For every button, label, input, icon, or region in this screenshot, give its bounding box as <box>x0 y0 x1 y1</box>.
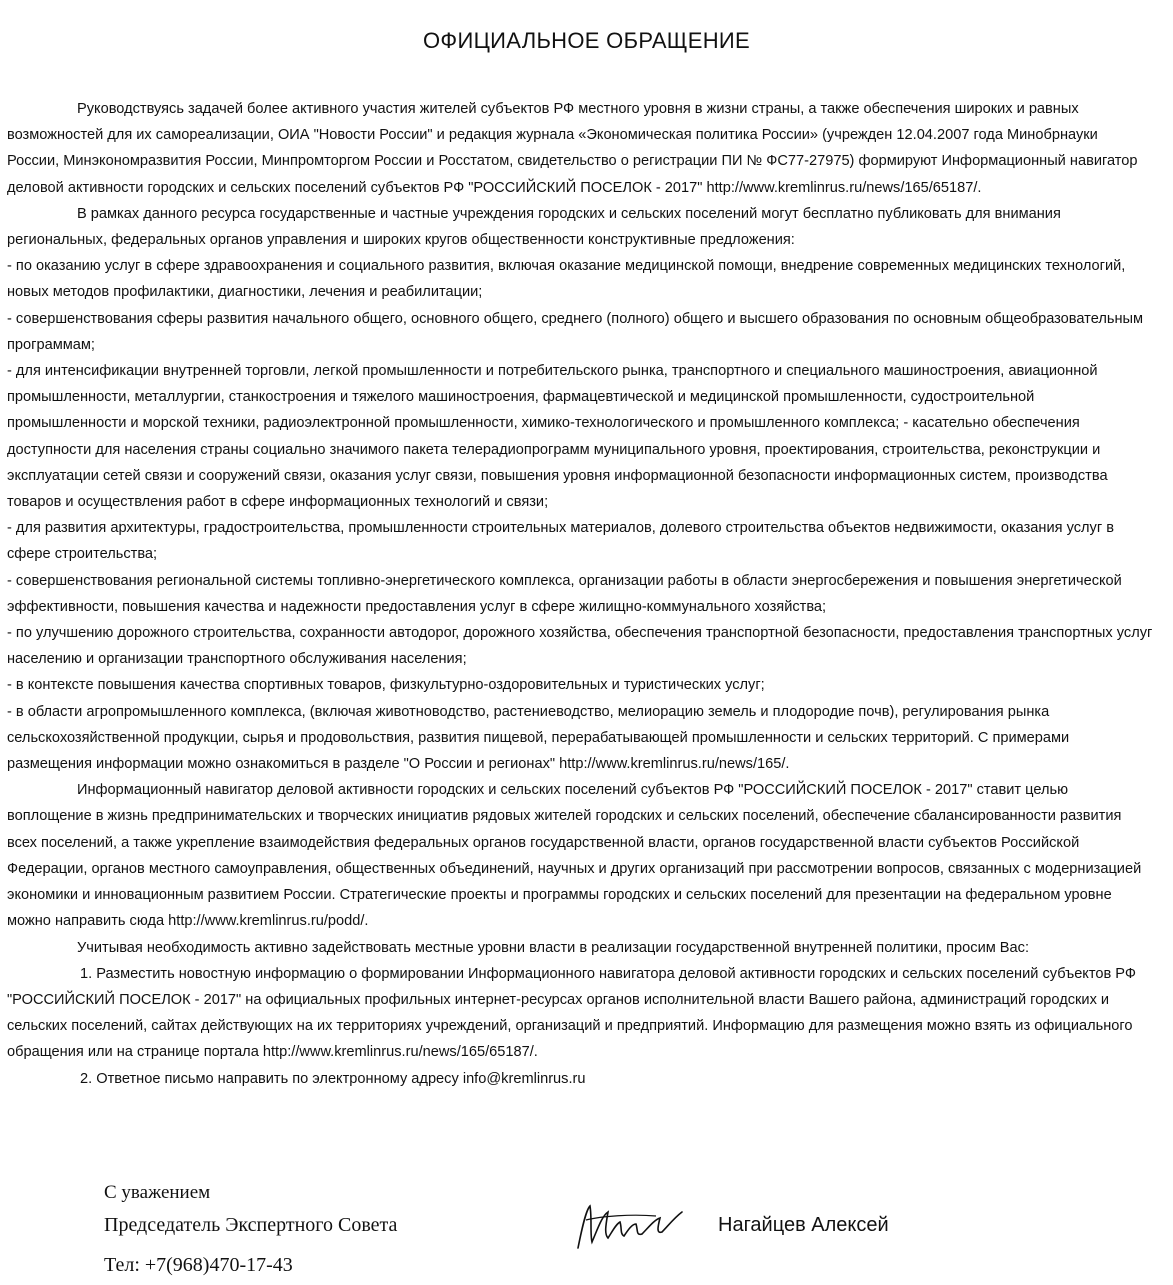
document-title: ОФИЦИАЛЬНОЕ ОБРАЩЕНИЕ <box>423 28 750 53</box>
bullet-education: - совершенствования сферы развития начального общего, основного общего, среднего (полного) общего и высшего образования по основным общеобразовательным программам; <box>7 310 1144 353</box>
signature-closing: С уважением <box>104 1182 211 1203</box>
signature-block <box>0 1160 1173 1285</box>
paragraph-navigator: Информационный навигатор деловой активности городских и сельских поселений субъектов РФ "РОССИЙСКИЙ ПОСЕЛОК - 2017" ставит целью воплощение в жизнь предпринимательских и творческих инициатив рядовых жителей городских и сельских поселений, обеспечение сбалансированности развития всех поселений, а также укрепление взаимодействия федеральных органов государственной власти, органов государственной власти субъектов Российской Федерации, органов местного самоуправления, общественных объединений, научных и других организаций при рассмотрении вопросов, связанных с модернизацией экономики и инновационным развитием России. Стратегические проекты и программы городских и сельских поселений для презентации на федеральном уровне можно направить сюда http://www.kremlinrus.ru/podd/. <box>7 782 1142 930</box>
paragraph-resource: В рамках данного ресурса государственные и частные учреждения городских и сельских поселений могут бесплатно публиковать для внимания региональных, федеральных органов управления и широких кругов общественности конструктивные предложения: <box>7 205 1061 249</box>
handwritten-signature <box>572 1198 690 1256</box>
paragraph-request: Учитывая необходимость активно задействовать местные уровни власти в реализации государственной внутренней политики, просим Вас: <box>77 939 1030 956</box>
bullet-roads: - по улучшению дорожного строительства, сохранности автодорог, дорожного хозяйства, обеспечения транспортной безопасности, предоставления транспортных услуг населению и организации транспортного обслуживания населения; <box>7 625 1153 668</box>
signature-name: Нагайцев Алексей <box>718 1214 889 1236</box>
bullet-industry: - для интенсификации внутренней торговли, легкой промышленности и потребительского рынка, транспортного и специального машиностроения, авиационной промышленности, металлургии, станкостроения и тяжелого машиностроения, фармацевтической и медицинской промышленности, судостроительной промышленности и морской техники, радиоэлектронной промышленности, химико-технологического и промышленного комплекса; - касательно обеспечения доступности для населения страны социально значимого пакета телерадиопрограмм муниципального уровня, проектирования, строительства, реконструкции и эксплуатации сетей связи и сооружений связи, оказания услуг связи, повышения уровня информационной безопасности информационных систем, производства товаров и осуществления работ в сфере информационных технологий и связи; <box>7 363 1108 511</box>
bullet-energy: - совершенствования региональной системы топливно-энергетического комплекса, организации работы в области энергосбережения и повышения энергетической эффективности, повышения качества и надежности предоставления услуг в сфере жилищно-коммунального хозяйства; <box>7 572 1122 615</box>
paragraph-intro: Руководствуясь задачей более активного участия жителей субъектов РФ местного уровня в жизни страны, а также обеспечения широких и равных возможностей для их самореализации, ОИА "Новости России" и редакция журнала «Экономическая политика России» (учрежден 12.04.2007 года Минобрнауки России, Минэкономразвития России, Минпромторгом России и Росстатом, свидетельство о регистрации ПИ № ФС77-27975) формируют Информационный навигатор деловой активности городских и сельских поселений субъектов РФ "РОССИЙСКИЙ ПОСЕЛОК - 2017" http://www.kremlinrus.ru/news/165/65187/. <box>7 101 1138 196</box>
bullet-construction: - для развития архитектуры, градостроительства, промышленности строительных материалов, долевого строительства объектов недвижимости, оказания услуг в сфере строительства; <box>7 520 1114 563</box>
bullet-agriculture: - в области агропромышленного комплекса, (включая животноводство, растениеводство, мелиорацию земель и плодородие почв), регулирования рынка сельскохозяйственной продукции, сырья и продовольствия, развития пищевой, перерабатывающей промышленности и сельских территорий. С примерами размещения информации можно ознакомиться в разделе "О России и регионах" http://www.kremlinrus.ru/news/165/. <box>7 703 1070 773</box>
bullet-healthcare: - по оказанию услуг в сфере здравоохранения и социального развития, включая оказание медицинской помощи, внедрение современных медицинских технологий, новых методов профилактики, диагностики, лечения и реабилитации; <box>7 258 1126 301</box>
document-body <box>7 96 1153 1092</box>
bullet-sports: - в контексте повышения качества спортивных товаров, физкультурно-оздоровительных и туристических услуг; <box>7 677 765 694</box>
signature-position: Председатель Экспертного Совета <box>104 1214 398 1236</box>
signature-phone: Тел: +7(968)470-17-43 <box>104 1254 293 1276</box>
numbered-item-1: 1. Разместить новостную информацию о формировании Информационного навигатора деловой активности городских и сельских поселений субъектов РФ "РОССИЙСКИЙ ПОСЕЛОК - 2017" на официальных профильных интернет-ресурсах органов исполнительной власти Вашего района, администраций городских и сельских поселений, сайтах действующих на их территориях учреждений, организаций и предприятий. Информацию для размещения можно взять из официального обращения или на странице портала http://www.kremlinrus.ru/news/165/65187/. <box>7 965 1136 1061</box>
numbered-item-2: 2. Ответное письмо направить по электронному адресу info@kremlinrus.ru <box>80 1070 586 1087</box>
